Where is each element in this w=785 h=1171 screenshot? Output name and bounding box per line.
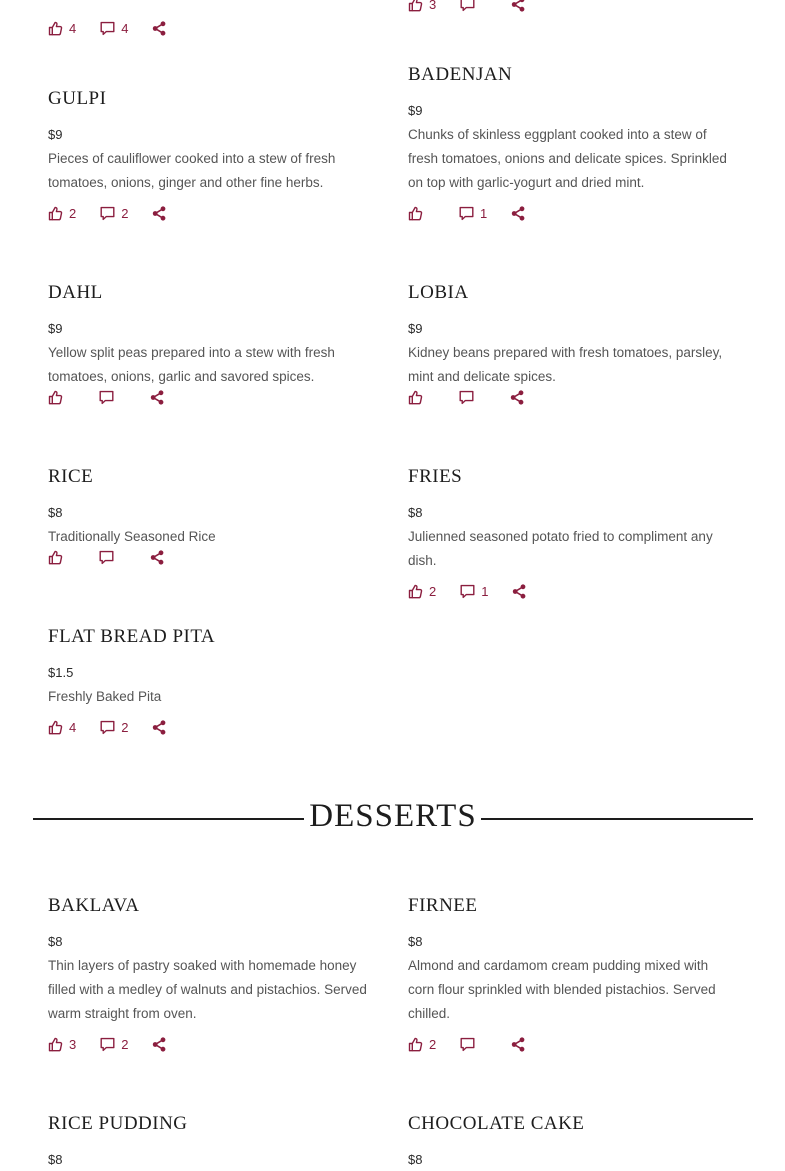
item-price: $9: [408, 321, 423, 336]
comment-count: 2: [121, 719, 129, 735]
item-actions: [48, 719, 378, 735]
item-price: $8: [408, 934, 423, 949]
item-description: Yellow split peas prepared into a stew with fresh tomatoes, onions, garlic and savored spices.: [48, 345, 335, 384]
item-price: $8: [48, 505, 63, 520]
share-button[interactable]: [152, 206, 167, 221]
share-icon: [512, 584, 527, 599]
item-description: Thin layers of pastry soaked with homemade honey filled with a medley of walnuts and pistachios. Served warm straight from oven.: [48, 958, 367, 1021]
comment-icon: [100, 720, 115, 735]
like-button[interactable]: [408, 206, 435, 221]
item-name: LOBIA: [408, 282, 469, 303]
comment-count: 1: [480, 205, 488, 221]
comment-icon: [100, 21, 115, 36]
comment-button[interactable]: [100, 206, 128, 221]
item-price: $9: [48, 127, 63, 142]
share-icon: [511, 0, 526, 12]
share-button[interactable]: [511, 206, 526, 221]
comment-icon: [459, 390, 474, 405]
share-icon: [511, 206, 526, 221]
item-actions: [48, 1036, 378, 1052]
share-button[interactable]: [152, 720, 167, 735]
menu-item-dahl: [48, 281, 378, 405]
item-actions: [48, 20, 378, 36]
share-icon: [511, 1037, 526, 1052]
menu-item-firnee: [408, 894, 738, 1052]
item-actions: [408, 0, 738, 12]
like-button[interactable]: [408, 0, 436, 12]
comment-button[interactable]: [459, 206, 487, 221]
like-button[interactable]: [48, 21, 76, 36]
item-price: $9: [408, 103, 423, 118]
menu-item-badenjan: [408, 63, 738, 221]
item-description: Traditionally Seasoned Rice: [48, 529, 216, 544]
share-button[interactable]: [150, 550, 165, 565]
thumbs-up-icon: [408, 206, 423, 221]
like-button[interactable]: [408, 390, 435, 405]
like-count: 4: [69, 20, 77, 36]
menu-item-chocolate-cake: [408, 1112, 738, 1168]
item-actions: [408, 389, 738, 405]
comment-button[interactable]: [460, 1037, 487, 1052]
menu-item-lobia: [408, 281, 738, 405]
like-button[interactable]: [408, 1037, 436, 1052]
item-name: BAKLAVA: [48, 895, 140, 916]
like-count: 4: [69, 719, 77, 735]
comment-count: 2: [121, 1036, 129, 1052]
like-button[interactable]: [48, 390, 75, 405]
share-icon: [152, 1037, 167, 1052]
share-button[interactable]: [510, 390, 525, 405]
item-name: RICE PUDDING: [48, 1113, 188, 1134]
item-name: DAHL: [48, 282, 103, 303]
menu-item-baklava: [48, 894, 378, 1052]
comment-button[interactable]: [99, 390, 126, 405]
like-count: 2: [429, 1036, 437, 1052]
share-button[interactable]: [152, 21, 167, 36]
thumbs-up-icon: [48, 21, 63, 36]
item-name: FLAT BREAD PITA: [48, 626, 216, 647]
item-actions: [408, 1036, 738, 1052]
thumbs-up-icon: [48, 1037, 63, 1052]
item-price: $8: [408, 505, 423, 520]
item-name: FRIES: [408, 466, 463, 487]
thumbs-up-icon: [408, 0, 423, 12]
item-price: $1.5: [48, 665, 74, 680]
comment-icon: [459, 206, 474, 221]
like-button[interactable]: [48, 550, 75, 565]
item-description: Julienned seasoned potato fried to compliment any dish.: [408, 529, 713, 568]
divider-line: [481, 818, 753, 820]
menu-item-partial-left: [48, 0, 378, 36]
share-button[interactable]: [512, 584, 527, 599]
comment-icon: [460, 584, 475, 599]
share-icon: [152, 206, 167, 221]
share-icon: [150, 550, 165, 565]
item-name: CHOCOLATE CAKE: [408, 1113, 585, 1134]
item-description: Almond and cardamom cream pudding mixed with corn flour sprinkled with blended pistachios. Served chilled.: [408, 958, 716, 1021]
item-name: RICE: [48, 466, 94, 487]
comment-button[interactable]: [100, 1037, 128, 1052]
item-description: Freshly Baked Pita: [48, 689, 162, 704]
item-description: Pieces of cauliflower cooked into a stew of fresh tomatoes, onions, ginger and other fine herbs.: [48, 151, 336, 190]
item-actions: [48, 549, 378, 565]
item-description: Chunks of skinless eggplant cooked into a stew of fresh tomatoes, onions and delicate spices. Sprinkled on top with garlic-yogurt and dried mint.: [408, 127, 727, 190]
like-button[interactable]: [408, 584, 436, 599]
comment-icon: [99, 550, 114, 565]
section-title: DESSERTS: [309, 798, 477, 834]
like-button[interactable]: [48, 720, 76, 735]
comment-button[interactable]: [99, 550, 126, 565]
comment-count: 2: [121, 205, 129, 221]
share-icon: [152, 720, 167, 735]
thumbs-up-icon: [408, 584, 423, 599]
comment-count: 1: [481, 583, 489, 599]
share-button[interactable]: [511, 0, 526, 12]
share-icon: [510, 390, 525, 405]
like-button[interactable]: [48, 1037, 76, 1052]
thumbs-up-icon: [48, 390, 63, 405]
menu-item-gulpi: [48, 87, 378, 221]
like-count: 2: [69, 205, 77, 221]
item-price: $8: [408, 1152, 423, 1167]
like-count: 2: [429, 583, 437, 599]
comment-icon: [100, 1037, 115, 1052]
thumbs-up-icon: [408, 1037, 423, 1052]
share-button[interactable]: [152, 1037, 167, 1052]
share-icon: [152, 21, 167, 36]
item-price: $8: [48, 1152, 63, 1167]
item-actions: [48, 389, 378, 405]
comment-button[interactable]: [100, 21, 128, 36]
section-heading-desserts: [33, 792, 753, 844]
item-actions: [408, 583, 738, 599]
item-name: BADENJAN: [408, 64, 513, 85]
like-button[interactable]: [48, 206, 76, 221]
comment-button[interactable]: [460, 584, 488, 599]
menu-item-partial-right: [408, 0, 738, 12]
menu-item-rice-pudding: [48, 1112, 378, 1168]
comment-button[interactable]: [459, 390, 486, 405]
item-actions: [48, 205, 378, 221]
menu-item-rice: [48, 465, 378, 565]
comment-icon: [460, 0, 475, 12]
item-price: $9: [48, 321, 63, 336]
menu-item-fries: [408, 465, 738, 599]
comment-icon: [460, 1037, 475, 1052]
like-count: 3: [69, 1036, 77, 1052]
comment-icon: [99, 390, 114, 405]
item-actions: [408, 205, 738, 221]
comment-count: 4: [121, 20, 129, 36]
comment-icon: [100, 206, 115, 221]
item-description: Kidney beans prepared with fresh tomatoes, parsley, mint and delicate spices.: [408, 345, 723, 384]
thumbs-up-icon: [48, 550, 63, 565]
comment-button[interactable]: [460, 0, 487, 12]
share-icon: [150, 390, 165, 405]
thumbs-up-icon: [48, 720, 63, 735]
thumbs-up-icon: [408, 390, 423, 405]
item-name: GULPI: [48, 88, 107, 109]
item-price: $8: [48, 934, 63, 949]
share-button[interactable]: [150, 390, 165, 405]
share-button[interactable]: [511, 1037, 526, 1052]
item-name: FIRNEE: [408, 895, 478, 916]
like-count: 3: [429, 0, 437, 12]
thumbs-up-icon: [48, 206, 63, 221]
menu-item-flat-bread-pita: [48, 625, 378, 735]
comment-button[interactable]: [100, 720, 128, 735]
